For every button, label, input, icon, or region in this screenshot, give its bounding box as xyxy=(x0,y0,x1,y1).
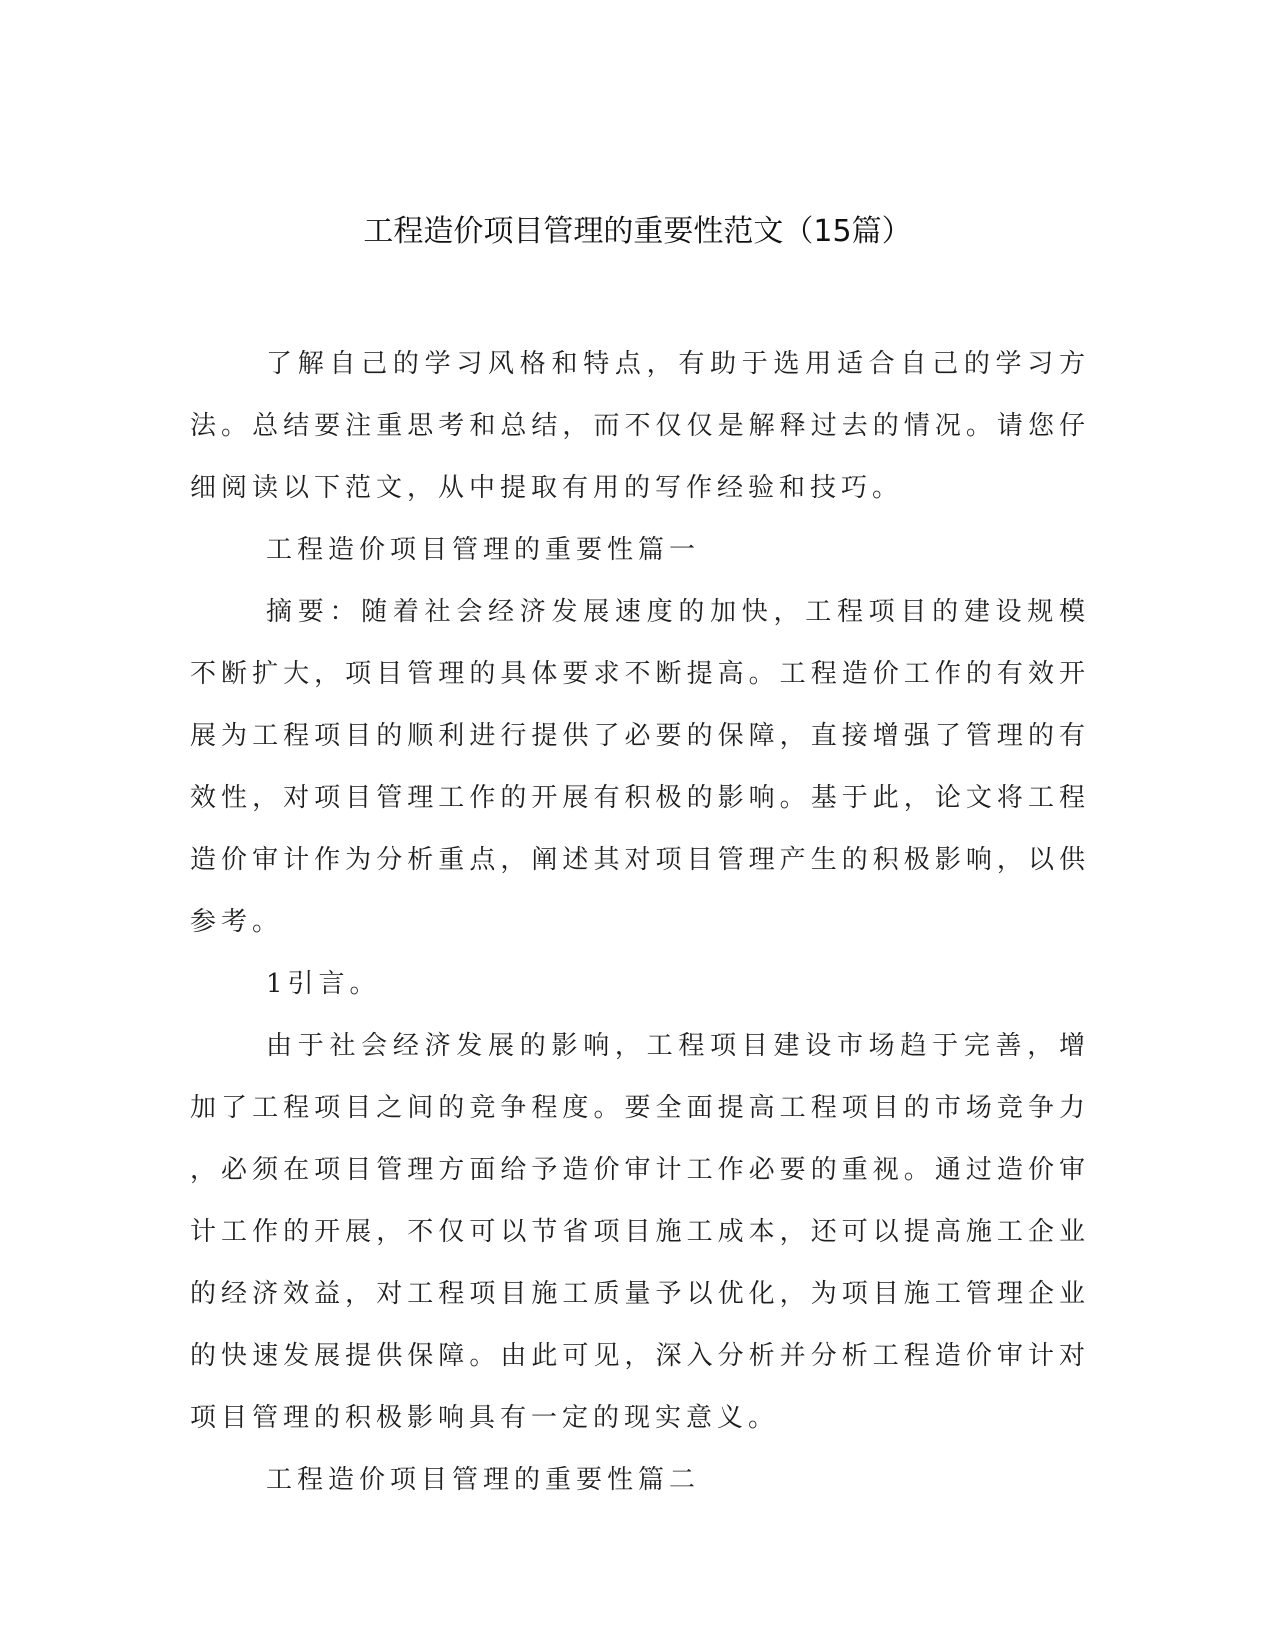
abstract-paragraph: 摘要：随着社会经济发展速度的加快，工程项目的建设规模不断扩大，项目管理的具体要求不断提高。工程造价工作的有效开展为工程项目的顺利进行提供了必要的保障，直接增强了管理的有效性，对项目管理工作的开展有积极的影响。基于此，论文将工程造价审计作为分析重点，阐述其对项目管理产生的积极影响，以供参考。 xyxy=(190,597,1090,937)
intro-paragraph: 了解自己的学习风格和特点，有助于选用适合自己的学习方法。总结要注重思考和总结，而不仅仅是解释过去的情况。请您仔细阅读以下范文，从中提取有用的写作经验和技巧。 xyxy=(190,349,1090,503)
document-title: 工程造价项目管理的重要性范文（15篇） xyxy=(363,214,912,249)
section-heading-2: 工程造价项目管理的重要性篇二 xyxy=(266,1465,701,1495)
introduction-heading: 1引言。 xyxy=(266,969,381,999)
section-heading-1: 工程造价项目管理的重要性篇一 xyxy=(266,535,701,565)
document-body xyxy=(190,333,1090,1511)
introduction-paragraph: 由于社会经济发展的影响，工程项目建设市场趋于完善，增加了工程项目之间的竞争程度。要全面提高工程项目的市场竞争力，必须在项目管理方面给予造价审计工作必要的重视。通过造价审计工作的开展，不仅可以节省项目施工成本，还可以提高施工企业的经济效益，对工程项目施工质量予以优化，为项目施工管理企业的快速发展提供保障。由此可见，深入分析并分析工程造价审计对项目管理的积极影响具有一定的现实意义。 xyxy=(190,1031,1090,1433)
